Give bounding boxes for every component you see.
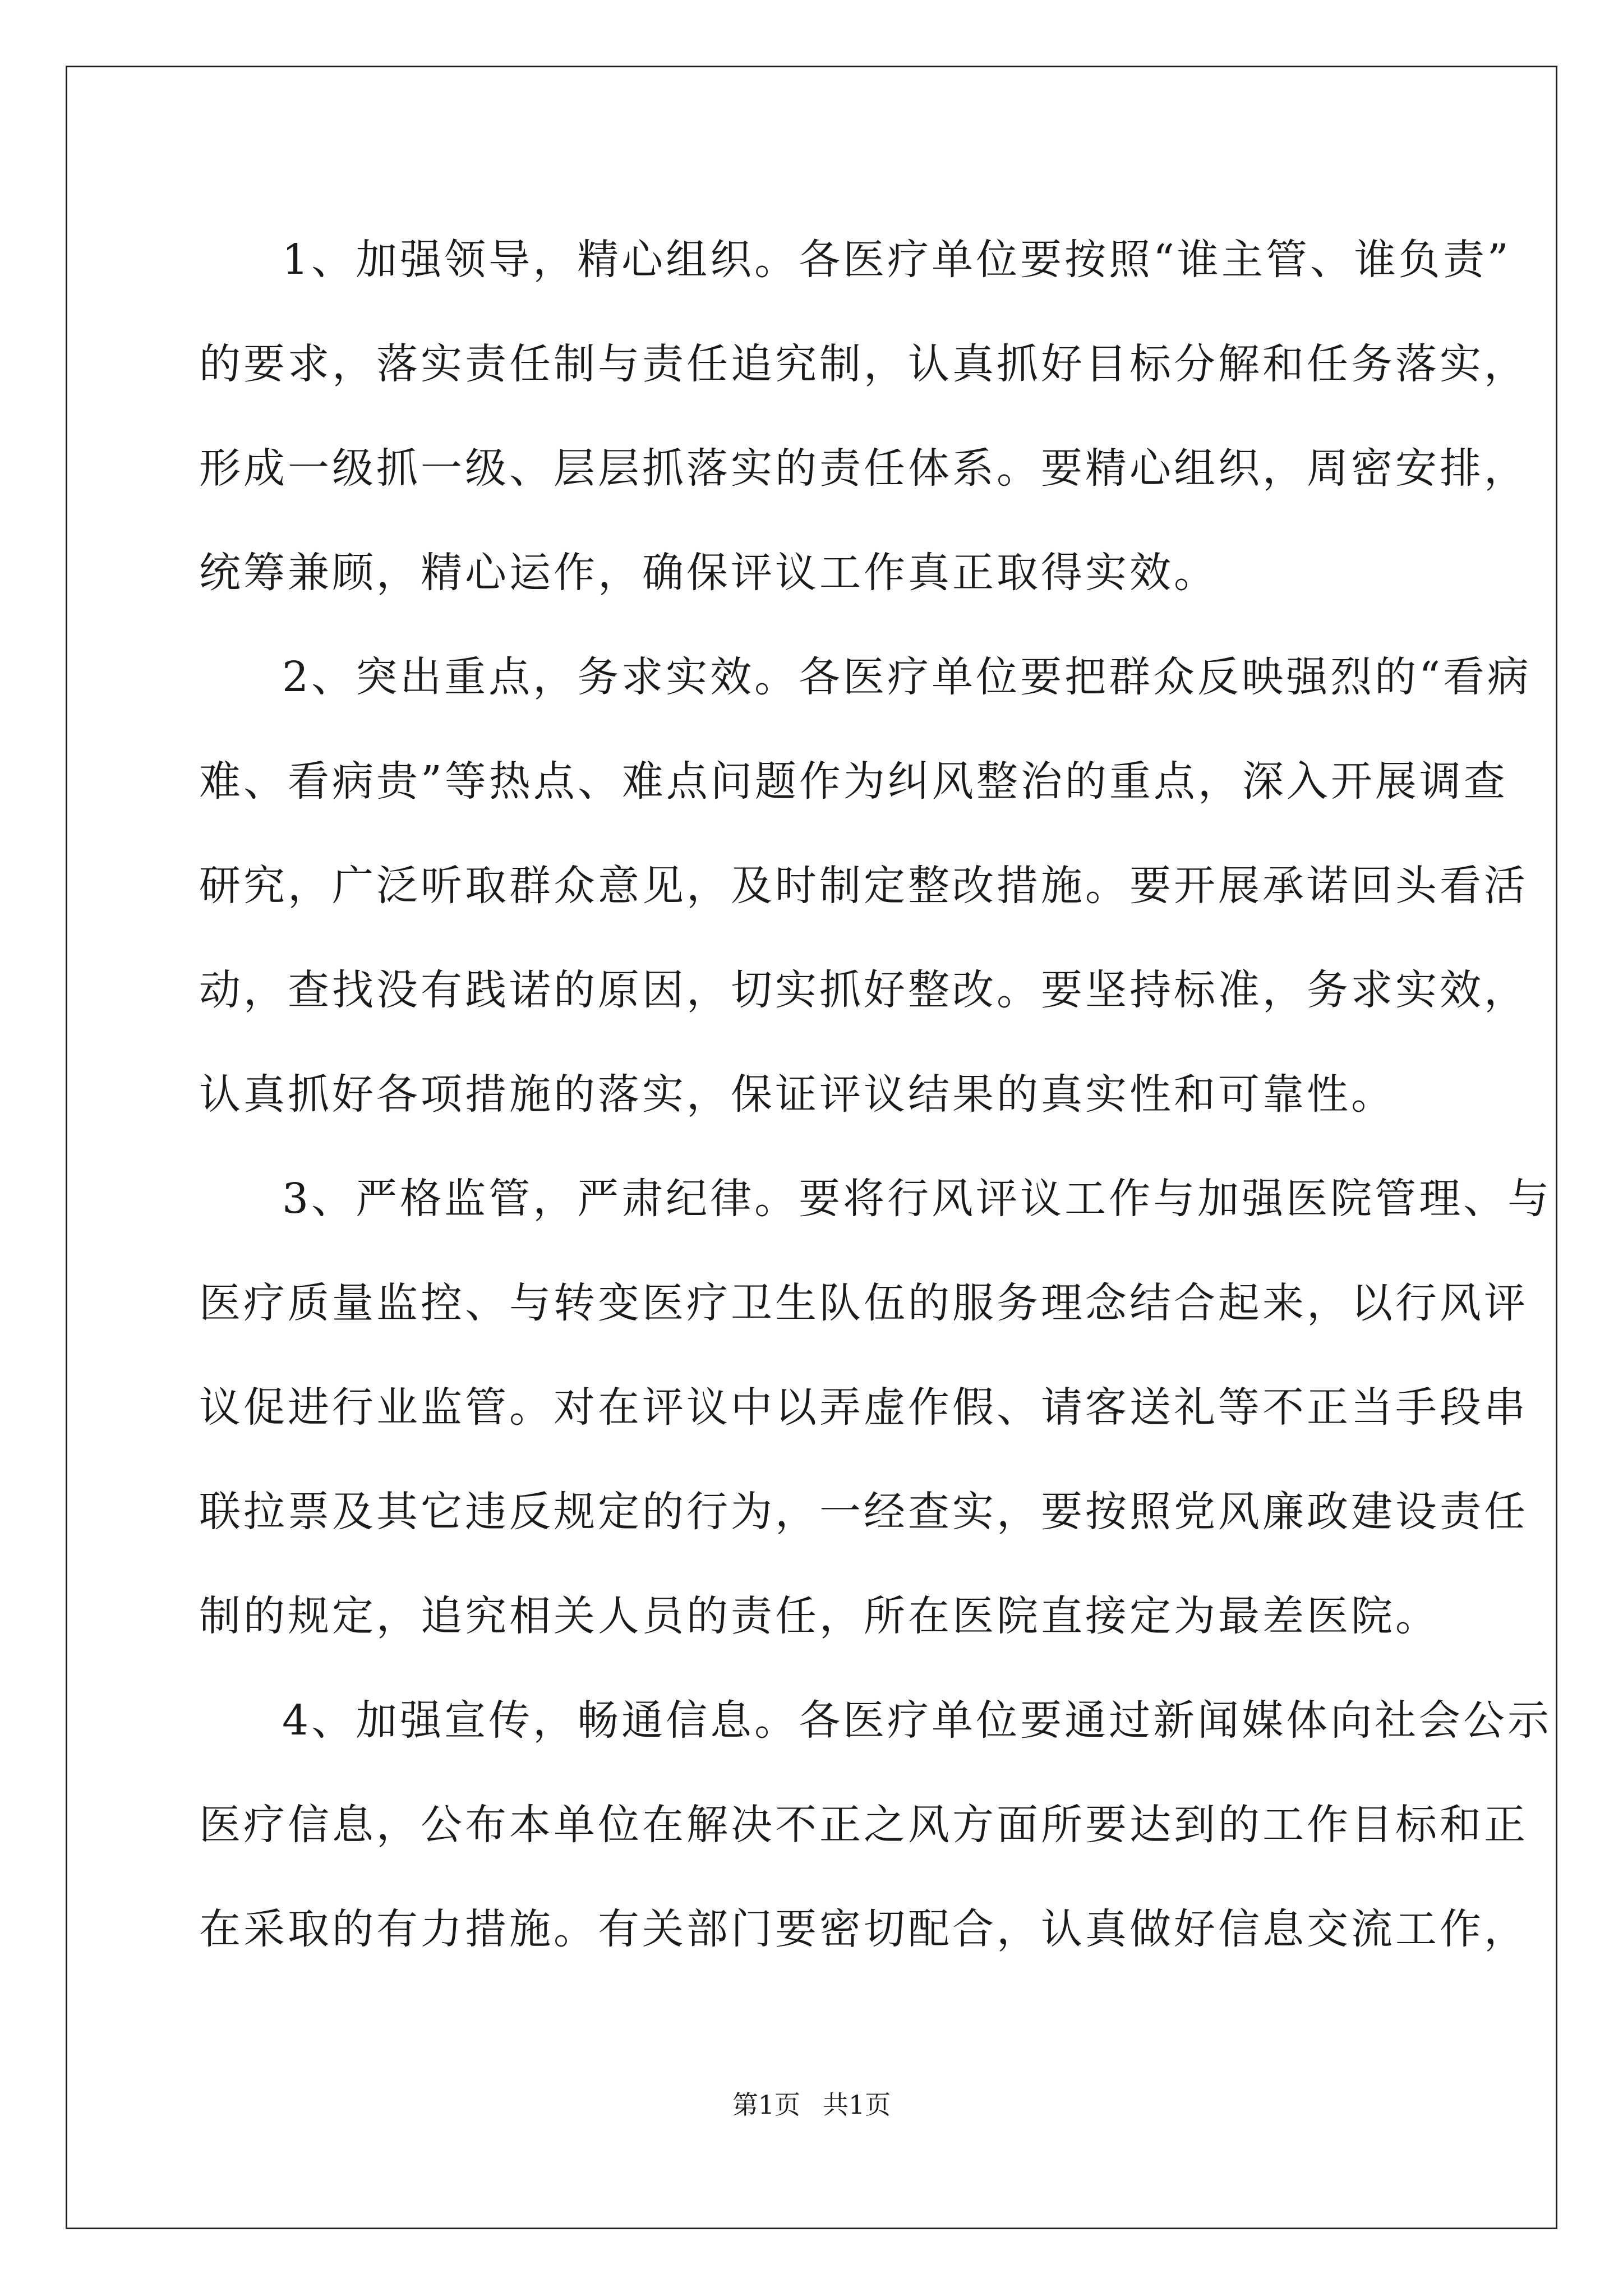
paragraph-2-line-2: 难、看病贵”等热点、难点问题作为纠风整治的重点，深入开展调查 (199, 757, 1508, 806)
paragraph-1-line-2: 的要求，落实责任制与责任追究制，认真抓好目标分解和任务落实， (199, 340, 1528, 388)
paragraph-3-line-3: 议促进行业监管。对在评议中以弄虚作假、请客送礼等不正当手段串 (199, 1383, 1528, 1432)
paragraph-3-line-1: 3、严格监管，严肃纪律。要将行风评议工作与加强医院管理、与 (282, 1175, 1552, 1223)
paragraph-3-line-2: 医疗质量监控、与转变医疗卫生队伍的服务理念结合起来，以行风评 (199, 1279, 1528, 1327)
paragraph-1-line-4: 统筹兼顾，精心运作，确保评议工作真正取得实效。 (199, 549, 1218, 597)
document-body (199, 208, 1552, 1981)
paragraph-4-line-3: 在采取的有力措施。有关部门要密切配合，认真做好信息交流工作， (199, 1905, 1528, 1953)
paragraph-3-line-4: 联拉票及其它违反规定的行为，一经查实，要按照党风廉政建设责任 (199, 1488, 1528, 1536)
paragraph-2-line-1: 2、突出重点，务求实效。各医疗单位要把群众反映强烈的“看病 (282, 653, 1532, 701)
paragraph-4-line-2: 医疗信息，公布本单位在解决不正之风方面所要达到的工作目标和正 (199, 1801, 1528, 1849)
paragraph-2-line-4: 动，查找没有践诺的原因，切实抓好整改。要坚持标准，务求实效， (199, 966, 1528, 1014)
paragraph-2-line-5: 认真抓好各项措施的落实，保证评议结果的真实性和可靠性。 (199, 1070, 1395, 1119)
paragraph-1-line-3: 形成一级抓一级、层层抓落实的责任体系。要精心组织，周密安排， (199, 444, 1528, 493)
paragraph-2-line-3: 研究，广泛听取群众意见，及时制定整改措施。要开展承诺回头看活 (199, 862, 1528, 910)
page-footer (0, 2088, 1623, 2122)
paragraph-3-line-5: 制的规定，追究相关人员的责任，所在医院直接定为最差医院。 (199, 1592, 1440, 1640)
paragraph-4-line-1: 4、加强宣传，畅通信息。各医疗单位要通过新闻媒体向社会公示 (282, 1696, 1552, 1745)
page-number-current: 第1页 (732, 2090, 800, 2120)
paragraph-1-line-1: 1、加强领导，精心组织。各医疗单位要按照“谁主管、谁负责” (282, 236, 1511, 284)
page-number-total: 共1页 (823, 2090, 891, 2120)
